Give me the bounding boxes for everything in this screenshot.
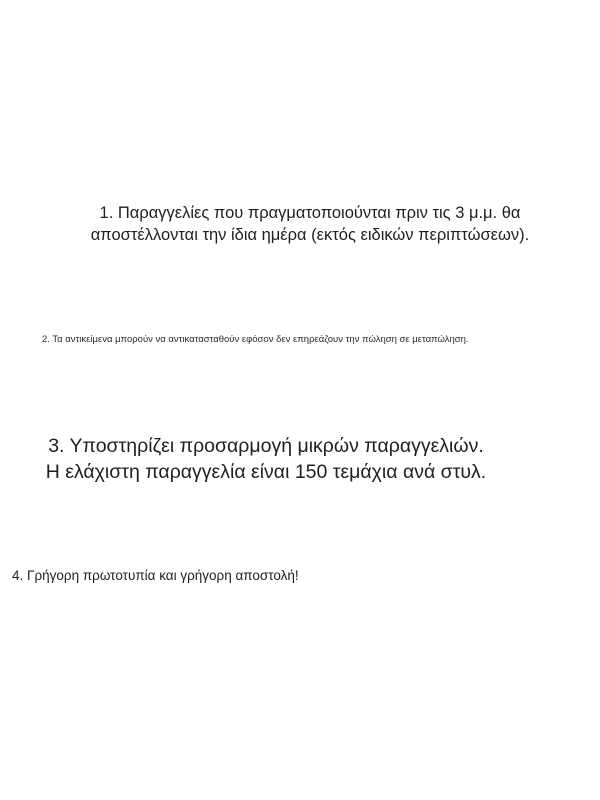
note-same-day-shipping	[48, 202, 572, 246]
note-4-line-1: 4. Γρήγορη πρωτοτυπία και γρήγορη αποστολή!	[12, 568, 299, 583]
note-fast-prototyping	[12, 567, 299, 585]
note-3-line-1: 3. Υποστηρίζει προσαρμογή μικρών παραγγελιών.	[48, 435, 484, 457]
note-2-line-1: 2. Τα αντικείμενα μπορούν να αντικατασταθούν εφόσον δεν επηρεάζουν την πώληση σε μεταπώληση.	[42, 334, 469, 345]
note-1-line-1: 1. Παραγγελίες που πραγματοποιούνται πριν τις 3 μ.μ. θα	[99, 204, 521, 222]
note-small-order-customization	[26, 433, 506, 485]
note-1-line-2: αποστέλλονται την ίδια ημέρα (εκτός ειδικών περιπτώσεων).	[90, 226, 530, 244]
note-3-line-2: Η ελάχιστη παραγγελία είναι 150 τεμάχια ανά στυλ.	[45, 461, 487, 483]
note-item-replacement	[42, 333, 469, 347]
